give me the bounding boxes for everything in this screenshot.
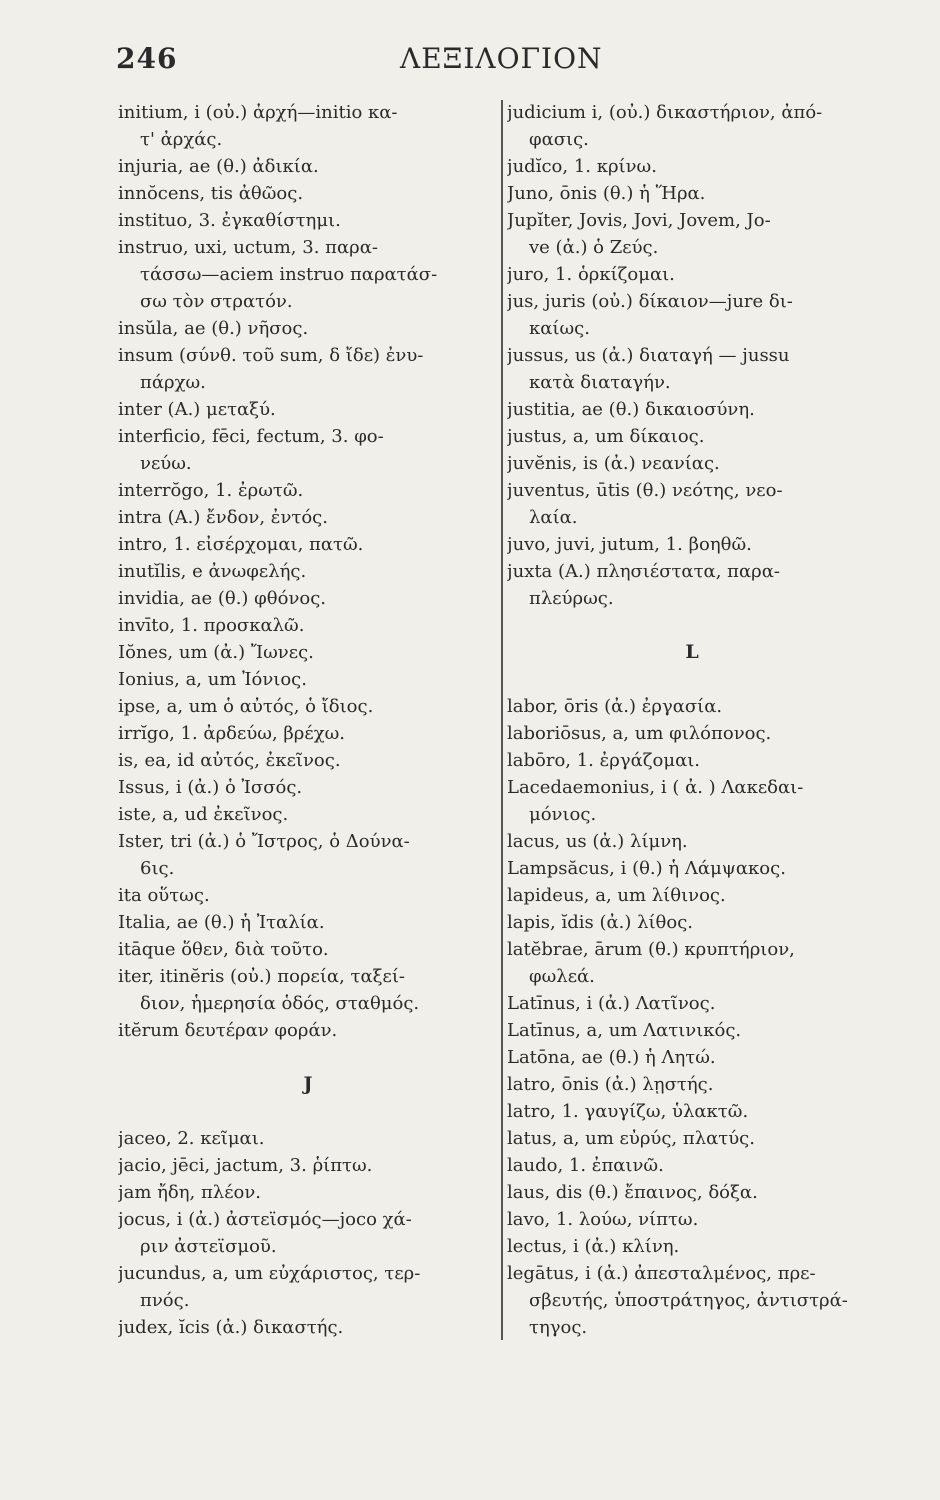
dictionary-entry-line: labor, ōris (ἀ.) ἐργασία. (507, 696, 723, 717)
dictionary-entry-line: intra (A.) ἔνδον, ἐντός. (118, 507, 328, 528)
dictionary-entry-line: insum (σύνθ. τοῦ sum, δ ἴδε) ἐνυ- (118, 345, 424, 366)
dictionary-entry-line: jus, juris (οὐ.) δίκαιον—jure δι- (507, 291, 793, 312)
dictionary-entry-line: inter (A.) μεταξύ. (118, 399, 276, 420)
entry-continuation-line: φασις. (529, 129, 589, 150)
running-title: ΛΕΞΙΛΟΓΙΟΝ (400, 42, 603, 75)
dictionary-entry-line: inutĭlis, e ἀνωφελής. (118, 561, 307, 582)
entry-continuation-line: σω τὸν στρατόν. (140, 291, 293, 312)
dictionary-entry-line: legātus, i (ἀ.) ἀπεσταλμένος, πρε- (507, 1263, 816, 1284)
entry-continuation-line: ve (ἀ.) ὁ Ζεύς. (529, 237, 659, 258)
dictionary-entry-line: Ister, tri (ἀ.) ὁ Ἴστρος, ὁ Δούνα- (118, 831, 410, 852)
dictionary-entry-line: interrŏgo, 1. ἐρωτῶ. (118, 480, 304, 501)
dictionary-entry-line: lectus, i (ἀ.) κλίνη. (507, 1236, 680, 1257)
dictionary-entry-line: intro, 1. εἰσέρχομαι, πατῶ. (118, 534, 364, 555)
dictionary-entry-line: labōro, 1. ἐργάζομαι. (507, 750, 701, 771)
dictionary-entry-line: Juno, ōnis (θ.) ἡ Ἥρα. (507, 183, 706, 204)
spacer (118, 1044, 498, 1071)
dictionary-entry-line: jam ἤδη, πλέον. (118, 1182, 262, 1203)
section-letter: J (303, 1073, 313, 1095)
dictionary-entry-line: justus, a, um δίκαιος. (507, 426, 705, 447)
dictionary-entry-line: irrĭgo, 1. ἀρδεύω, βρέχω. (118, 723, 346, 744)
entry-continuation-line: πάρχω. (140, 372, 206, 393)
entry-continuation-line: 6ις. (140, 858, 175, 879)
dictionary-entry-line: laudo, 1. ἐπαινῶ. (507, 1155, 664, 1176)
dictionary-entry-line: laboriōsus, a, um φιλόπονος. (507, 723, 772, 744)
dictionary-entry-line: Lampsăcus, i (θ.) ἡ Λάμψακος. (507, 858, 786, 879)
dictionary-entry-line: invidia, ae (θ.) φθόνος. (118, 588, 327, 609)
spacer (507, 612, 877, 639)
entry-continuation-line: κατὰ διαταγήν. (529, 372, 671, 393)
entry-continuation-line: σβευτής, ὑποστράτηγος, ἀντιστρά- (529, 1290, 848, 1311)
dictionary-entry-line: judicium i, (οὐ.) δικαστήριον, ἀπό- (507, 102, 823, 123)
dictionary-entry-line: injuria, ae (θ.) ἀδικία. (118, 156, 319, 177)
entry-continuation-line: φωλεά. (529, 966, 595, 987)
dictionary-entry-line: juro, 1. ὁρκίζομαι. (507, 264, 675, 285)
dictionary-entry-line: jussus, us (ἀ.) διαταγή — jussu (507, 345, 790, 366)
right-column (507, 99, 877, 1341)
dictionary-entry-line: iste, a, ud ἐκεῖνος. (118, 804, 289, 825)
dictionary-entry-line: juxta (A.) πλησιέστατα, παρα- (507, 561, 780, 582)
dictionary-entry-line: justitia, ae (θ.) δικαιοσύνη. (507, 399, 755, 420)
entry-continuation-line: ριν ἀστεϊσμοῦ. (140, 1236, 277, 1257)
dictionary-entry-line: innŏcens, tis ἀθῶος. (118, 183, 304, 204)
entry-continuation-line: πλεύρως. (529, 588, 614, 609)
dictionary-entry-line: latro, 1. γαυγίζω, ὑλακτῶ. (507, 1101, 749, 1122)
dictionary-entry-line: initium, i (οὐ.) ἀρχή—initio κα- (118, 102, 398, 123)
dictionary-entry-line: latus, a, um εὐρύς, πλατύς. (507, 1128, 755, 1149)
dictionary-entry-line: juvo, juvi, jutum, 1. βοηθῶ. (507, 534, 752, 555)
dictionary-entry-line: juventus, ūtis (θ.) νεότης, νεο- (507, 480, 783, 501)
entry-continuation-line: μόνιος. (529, 804, 597, 825)
dictionary-entry-line: lacus, us (ἀ.) λίμνη. (507, 831, 688, 852)
entry-continuation-line: καίως. (529, 318, 590, 339)
dictionary-entry-line: juvĕnis, is (ἀ.) νεανίας. (507, 453, 720, 474)
dictionary-entry-line: itĕrum δευτέραν φοράν. (118, 1020, 338, 1041)
entry-continuation-line: τάσσω—aciem instruo παρατάσ- (140, 264, 438, 285)
dictionary-entry-line: latro, ōnis (ἀ.) λῃστής. (507, 1074, 714, 1095)
dictionary-entry-line: Ionius, a, um Ἰόνιος. (118, 669, 307, 690)
dictionary-entry-line: jocus, i (ἀ.) ἀστεϊσμός—joco χά- (118, 1209, 412, 1230)
dictionary-entry-line: insŭla, ae (θ.) νῆσος. (118, 318, 309, 339)
dictionary-entry-line: iter, itinĕris (οὐ.) πορεία, ταξεί- (118, 966, 406, 987)
dictionary-entry-line: Iŏnes, um (ἀ.) Ἴωνες. (118, 642, 314, 663)
dictionary-entry-line: instituo, 3. ἐγκαθίστημι. (118, 210, 341, 231)
dictionary-entry-line: ipse, a, um ὁ αὐτός, ὁ ἴδιος. (118, 696, 374, 717)
entry-continuation-line: τ' ἀρχάς. (140, 129, 223, 150)
dictionary-entry-line: jucundus, a, um εὐχάριστος, τερ- (118, 1263, 421, 1284)
dictionary-entry-line: is, ea, id αὐτός, ἐκεῖνος. (118, 750, 341, 771)
entry-continuation-line: τηγος. (529, 1317, 588, 1338)
dictionary-entry-line: Latīnus, a, um Λατινικός. (507, 1020, 742, 1041)
spacer (507, 666, 877, 693)
dictionary-entry-line: Jupĭter, Jovis, Jovi, Jovem, Jo- (507, 210, 771, 231)
dictionary-entry-line: Latīnus, i (ἀ.) Λατῖνος. (507, 993, 716, 1014)
dictionary-entry-line: instruo, uxi, uctum, 3. παρα- (118, 237, 378, 258)
dictionary-entry-line: judĭco, 1. κρίνω. (507, 156, 657, 177)
dictionary-entry-line: lapideus, a, um λίθινος. (507, 885, 726, 906)
dictionary-entry-line: jaceo, 2. κεῖμαι. (118, 1128, 265, 1149)
entry-continuation-line: διον, ἡμερησία ὁδός, σταθμός. (140, 993, 420, 1014)
dictionary-entry-line: jacio, jēci, jactum, 3. ῥίπτω. (118, 1155, 373, 1176)
page-number: 246 (116, 42, 178, 75)
entry-continuation-line: πνός. (140, 1290, 190, 1311)
section-letter: L (685, 641, 699, 663)
entry-continuation-line: νεύω. (140, 453, 192, 474)
dictionary-entry-line: Latōna, ae (θ.) ἡ Λητώ. (507, 1047, 716, 1068)
page-header (0, 42, 940, 86)
dictionary-entry-line: Italia, ae (θ.) ἡ Ἰταλία. (118, 912, 325, 933)
dictionary-entry-line: judex, ĭcis (ἀ.) δικαστής. (118, 1317, 344, 1338)
dictionary-entry-line: latĕbrae, ārum (θ.) κρυπτήριον, (507, 939, 795, 960)
dictionary-entry-line: lapis, ĭdis (ἀ.) λίθος. (507, 912, 694, 933)
dictionary-entry-line: Lacedaemonius, i ( ἀ. ) Λακεδαι- (507, 777, 804, 798)
spacer (118, 1098, 498, 1125)
entry-continuation-line: λαία. (529, 507, 578, 528)
dictionary-entry-line: laus, dis (θ.) ἔπαινος, δόξα. (507, 1182, 758, 1203)
dictionary-entry-line: itāque ὅθεν, διὰ τοῦτο. (118, 939, 329, 960)
dictionary-entry-line: ita οὕτως. (118, 885, 210, 906)
left-column (118, 99, 498, 1341)
dictionary-entry-line: invīto, 1. προσκαλῶ. (118, 615, 305, 636)
dictionary-entry-line: interficio, fēci, fectum, 3. φο- (118, 426, 384, 447)
dictionary-entry-line: lavo, 1. λούω, νίπτω. (507, 1209, 699, 1230)
dictionary-entry-line: Issus, i (ἀ.) ὁ Ἰσσός. (118, 777, 303, 798)
column-divider (501, 100, 503, 1340)
